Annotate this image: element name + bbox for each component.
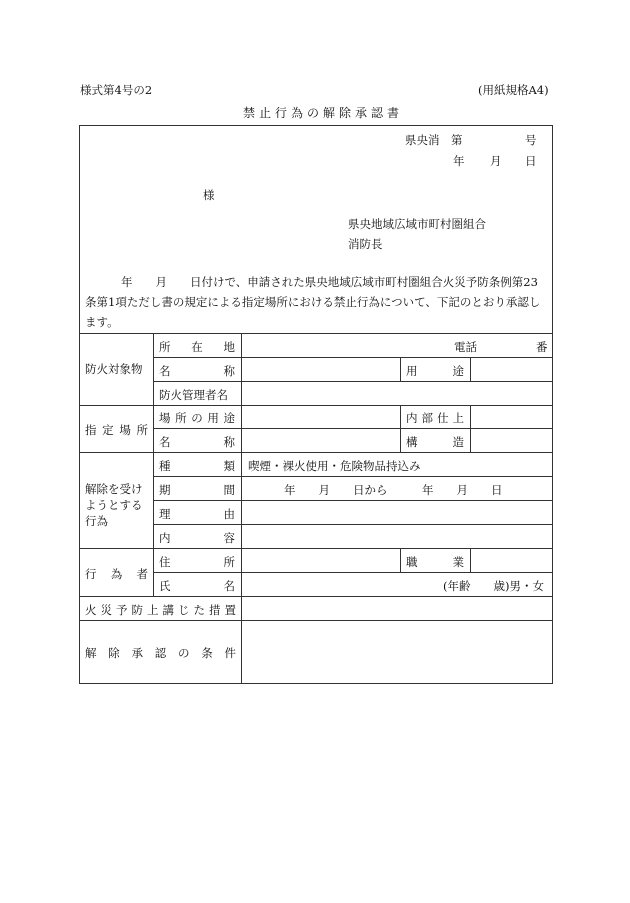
divider — [470, 405, 471, 452]
address-label: 住 所 — [159, 555, 235, 569]
reason-label: 理 由 — [159, 507, 235, 521]
divider — [241, 333, 242, 683]
form-number: 様式第4号の2 — [80, 83, 153, 97]
act-group-label-line3: 行為 — [85, 514, 108, 528]
divider — [400, 357, 401, 381]
divider — [79, 405, 553, 406]
phone-label: 電話 — [454, 340, 477, 354]
phone-unit-label: 番 — [536, 340, 548, 354]
issuer-title: 消防長 — [348, 237, 383, 251]
divider — [153, 381, 553, 382]
divider — [153, 476, 553, 477]
structure-label: 構 造 — [406, 435, 464, 449]
divider — [79, 333, 553, 334]
divider — [153, 357, 553, 358]
act-type-options: 喫煙・裸火使用・危険物品持込み — [248, 459, 421, 473]
period-value: 年 月 日から 年 月 日 — [284, 483, 503, 497]
place-use-label: 場 所 の 用 途 — [159, 411, 235, 425]
divider — [153, 524, 553, 525]
place-name-label: 名 称 — [159, 435, 235, 449]
divider — [470, 357, 471, 381]
age-sex-field: (年齢 歳)男・女 — [443, 579, 544, 593]
issuer-organization: 県央地域広域市町村圏組合 — [348, 217, 486, 231]
target-name-label: 名 称 — [159, 364, 235, 378]
act-type-label: 種 類 — [159, 459, 235, 473]
divider — [79, 548, 553, 549]
approval-conditions-label: 解 除 承 認 の 条 件 — [85, 646, 236, 660]
document-number-prefix: 県央消 第 — [405, 133, 463, 147]
date-month: 月 — [490, 154, 502, 168]
content-label: 内 容 — [159, 531, 235, 545]
interior-finish-label: 内 部 仕 上 — [406, 411, 464, 425]
location-label: 所 在 地 — [159, 340, 235, 354]
divider — [153, 428, 553, 429]
occupation-label: 職 業 — [406, 555, 464, 569]
fire-prevention-measures-label: 火 災 予 防 上 講 じ た 措 置 — [85, 603, 236, 617]
period-label: 期 間 — [159, 483, 235, 497]
divider — [153, 572, 553, 573]
fire-manager-label: 防火管理者名 — [159, 388, 228, 402]
actor-name-label: 氏 名 — [159, 579, 235, 593]
divider — [79, 620, 553, 621]
act-group-label-line1: 解除を受け — [85, 482, 143, 496]
divider — [153, 500, 553, 501]
actor-group-label: 行 為 者 — [85, 567, 148, 581]
fire-target-group-label: 防火対象物 — [85, 362, 143, 376]
date-day: 日 — [525, 154, 537, 168]
paper-size-note: (用紙規格A4) — [478, 83, 549, 97]
document-title: 禁止行為の解除承認書 — [243, 106, 404, 120]
date-year: 年 — [453, 154, 465, 168]
divider — [153, 333, 154, 596]
divider — [400, 405, 401, 452]
use-label: 用 途 — [406, 364, 464, 378]
document-number-suffix: 号 — [525, 133, 537, 147]
divider — [79, 452, 553, 453]
approval-body-text: 年 月 日付けで、申請された県央地域広域市町村圏組合火災予防条例第23条第1項ただし書の規定による指定場所における禁止行為について、下記のとおり承認します。 — [85, 275, 541, 329]
divider — [400, 548, 401, 572]
divider — [79, 596, 553, 597]
act-group-label-line2: ようとする — [85, 498, 143, 512]
designated-place-group-label: 指 定 場 所 — [85, 423, 148, 437]
divider — [470, 548, 471, 572]
addressee-suffix: 様 — [203, 188, 215, 202]
